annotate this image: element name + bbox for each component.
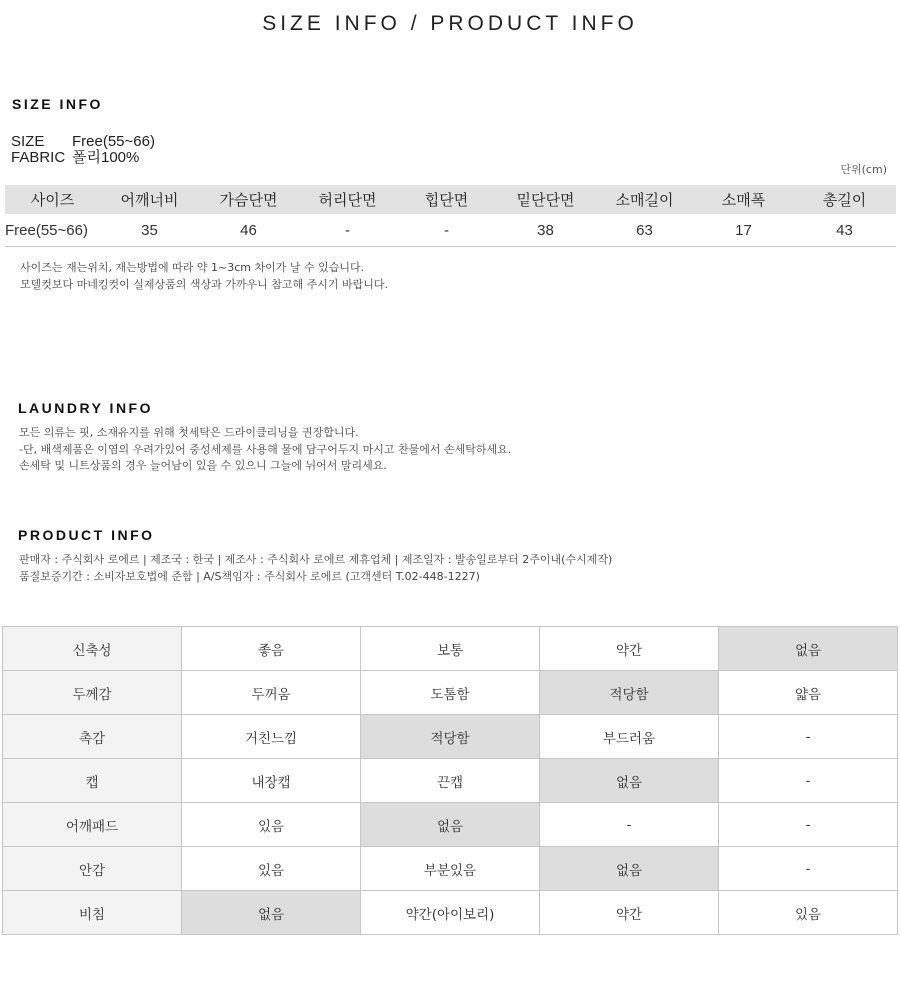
property-option: 부드러움 <box>540 715 719 759</box>
property-option: 약간(아이보리) <box>361 891 540 935</box>
property-option: 있음 <box>719 891 898 935</box>
property-option: 내장캡 <box>182 759 361 803</box>
fabric-label: FABRIC <box>11 149 66 166</box>
property-label: 어깨패드 <box>3 803 182 847</box>
column-header: 소매폭 <box>694 185 793 214</box>
property-option-selected: 없음 <box>182 891 361 935</box>
size-value: Free(55~66) <box>72 133 155 150</box>
size-table-header-row <box>5 185 896 214</box>
property-option: 부분있음 <box>361 847 540 891</box>
property-option-selected: 적당함 <box>361 715 540 759</box>
property-row <box>3 715 898 759</box>
fabric-value: 폴리100% <box>72 149 140 166</box>
property-option: 좋음 <box>182 627 361 671</box>
property-option: - <box>719 803 898 847</box>
property-option: 약간 <box>540 627 719 671</box>
property-option: 있음 <box>182 847 361 891</box>
property-option: 있음 <box>182 803 361 847</box>
product-info-heading: PRODUCT INFO <box>18 527 155 543</box>
property-option: 두꺼움 <box>182 671 361 715</box>
property-label: 안감 <box>3 847 182 891</box>
column-header: 힙단면 <box>397 185 496 214</box>
size-notes <box>20 260 388 293</box>
size-label: SIZE <box>11 133 45 150</box>
laundry-info-heading: LAUNDRY INFO <box>18 400 153 416</box>
property-option-selected: 없음 <box>719 627 898 671</box>
fabric-row <box>11 150 139 166</box>
property-option: 약간 <box>540 891 719 935</box>
property-row <box>3 847 898 891</box>
property-label: 비침 <box>3 891 182 935</box>
size-note-line: 모델컷보다 마네킹컷이 실제상품의 색상과 가까우니 참고해 주시기 바랍니다. <box>20 277 389 291</box>
column-header: 가슴단면 <box>199 185 298 214</box>
table-cell: Free(55~66) <box>5 214 100 247</box>
column-header: 밑단단면 <box>496 185 595 214</box>
table-cell: 43 <box>793 214 896 247</box>
property-row <box>3 891 898 935</box>
property-label: 캡 <box>3 759 182 803</box>
property-option-selected: 적당함 <box>540 671 719 715</box>
property-option-selected: 없음 <box>361 803 540 847</box>
property-option: - <box>719 759 898 803</box>
property-row <box>3 627 898 671</box>
property-label: 신축성 <box>3 627 182 671</box>
property-option: - <box>719 847 898 891</box>
table-cell: 63 <box>595 214 694 247</box>
column-header: 사이즈 <box>5 185 100 214</box>
property-label: 두께감 <box>3 671 182 715</box>
laundry-notes <box>19 425 511 475</box>
property-option: 도톰함 <box>361 671 540 715</box>
table-cell: 17 <box>694 214 793 247</box>
column-header: 어깨너비 <box>100 185 199 214</box>
property-option-selected: 없음 <box>540 847 719 891</box>
column-header: 총길이 <box>793 185 896 214</box>
page-title: SIZE INFO / PRODUCT INFO <box>262 12 638 35</box>
laundry-line: -단, 배색제품은 이염의 우려가있어 중성세제를 사용해 물에 담구어두지 마시고 찬물에서 손세탁하세요. <box>19 442 512 456</box>
property-option: 보통 <box>361 627 540 671</box>
table-row <box>5 214 896 247</box>
property-option: 거친느낌 <box>182 715 361 759</box>
laundry-line: 손세탁 및 니트상품의 경우 늘어남이 있을 수 있으니 그늘에 뉘어서 말리세요. <box>19 459 387 472</box>
table-cell: - <box>298 214 397 247</box>
size-note-line: 사이즈는 재는위치, 재는방법에 따라 약 1~3cm 차이가 날 수 있습니다. <box>20 261 365 274</box>
property-option: 끈캡 <box>361 759 540 803</box>
unit-note: 단위(cm) <box>840 163 887 176</box>
size-table <box>5 185 896 247</box>
product-notes <box>19 552 612 585</box>
size-row <box>11 134 155 150</box>
property-label: 촉감 <box>3 715 182 759</box>
fabric-properties-table <box>2 626 898 935</box>
laundry-line: 모든 의류는 핏, 소재유지를 위해 첫세탁은 드라이클리닝을 권장합니다. <box>19 426 359 439</box>
table-cell: 35 <box>100 214 199 247</box>
product-line: 품질보증기간 : 소비자보호법에 준함 | A/S책임자 : 주식회사 로에르 (고객센터 T.02-448-1227) <box>19 569 480 583</box>
property-row <box>3 803 898 847</box>
table-cell: 46 <box>199 214 298 247</box>
property-option: - <box>719 715 898 759</box>
product-line: 판매자 : 주식회사 로에르 | 제조국 : 한국 | 제조사 : 주식회사 로에르 제휴업체 | 제조일자 : 발송일로부터 2주이내(수시제작) <box>19 553 613 566</box>
property-option-selected: 없음 <box>540 759 719 803</box>
table-cell: - <box>397 214 496 247</box>
column-header: 소매길이 <box>595 185 694 214</box>
property-option: 얇음 <box>719 671 898 715</box>
property-option: - <box>540 803 719 847</box>
size-info-heading: SIZE INFO <box>12 96 103 112</box>
property-row <box>3 759 898 803</box>
table-cell: 38 <box>496 214 595 247</box>
property-row <box>3 671 898 715</box>
column-header: 허리단면 <box>298 185 397 214</box>
